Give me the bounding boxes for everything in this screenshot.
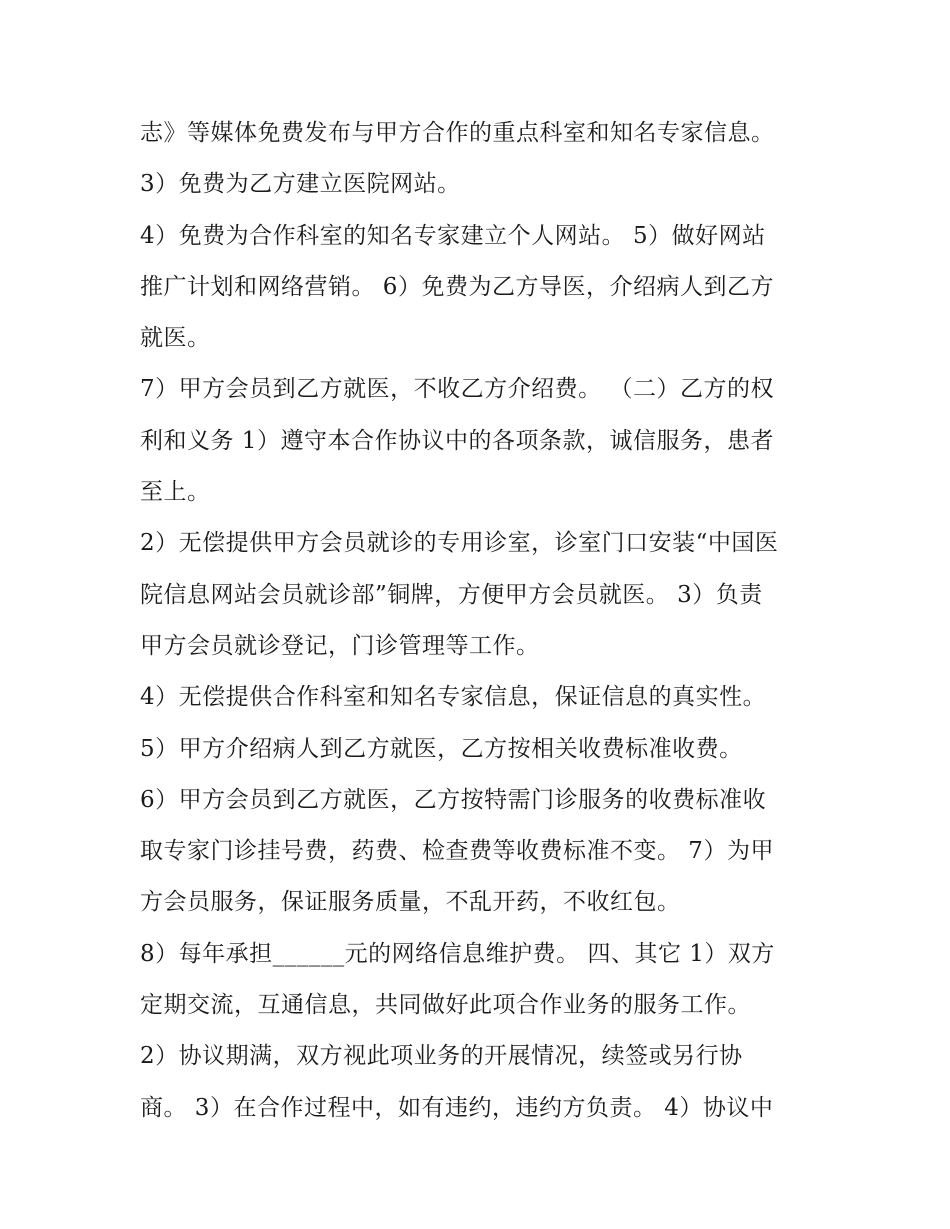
text-line: 商。 3）在合作过程中，如有违约，违约方负责。 4）协议中	[140, 1094, 774, 1121]
text-line: 院信息网站会员就诊部”铜牌，方便甲方会员就医。 3）负责	[140, 581, 763, 608]
document-body	[140, 108, 820, 1134]
text-line: 定期交流，互通信息，共同做好此项合作业务的服务工作。	[140, 992, 751, 1019]
text-line: 7）甲方会员到乙方就医，不收乙方介绍费。 （二）乙方的权	[140, 376, 774, 403]
text-line: 4）免费为合作科室的知名专家建立个人网站。 5）做好网站	[140, 222, 766, 249]
text-line: 甲方会员就诊登记，门诊管理等工作。	[140, 632, 540, 659]
text-line: 就医。	[140, 325, 211, 352]
text-line: 推广计划和网络营销。 6）免费为乙方导医，介绍病人到乙方	[140, 273, 774, 300]
text-line: 至上。	[140, 479, 211, 506]
text-line: 5）甲方介绍病人到乙方就医，乙方按相关收费标准收费。	[140, 735, 743, 762]
text-line: 3）免费为乙方建立医院网站。	[140, 171, 461, 198]
text-line: 8）每年承担______元的网络信息维护费。 四、其它 1）双方	[140, 940, 775, 967]
text-line: 利和义务 1）遵守本合作协议中的各项条款，诚信服务，患者	[140, 427, 774, 454]
text-line: 志》等媒体免费发布与甲方合作的重点科室和知名专家信息。	[140, 120, 775, 146]
text-line: 4）无偿提供合作科室和知名专家信息，保证信息的真实性。	[140, 684, 767, 711]
text-line: 方会员服务，保证服务质量，不乱开药，不收红包。	[140, 889, 681, 916]
text-line: 2）协议期满，双方视此项业务的开展情况，续签或另行协	[140, 1043, 743, 1070]
text-line: 6）甲方会员到乙方就医，乙方按特需门诊服务的收费标准收	[140, 786, 767, 813]
text-line: 2）无偿提供甲方会员就诊的专用诊室，诊室门口安装“中国医	[140, 530, 779, 557]
text-line: 取专家门诊挂号费，药费、检查费等收费标准不变。 7）为甲	[140, 838, 774, 865]
